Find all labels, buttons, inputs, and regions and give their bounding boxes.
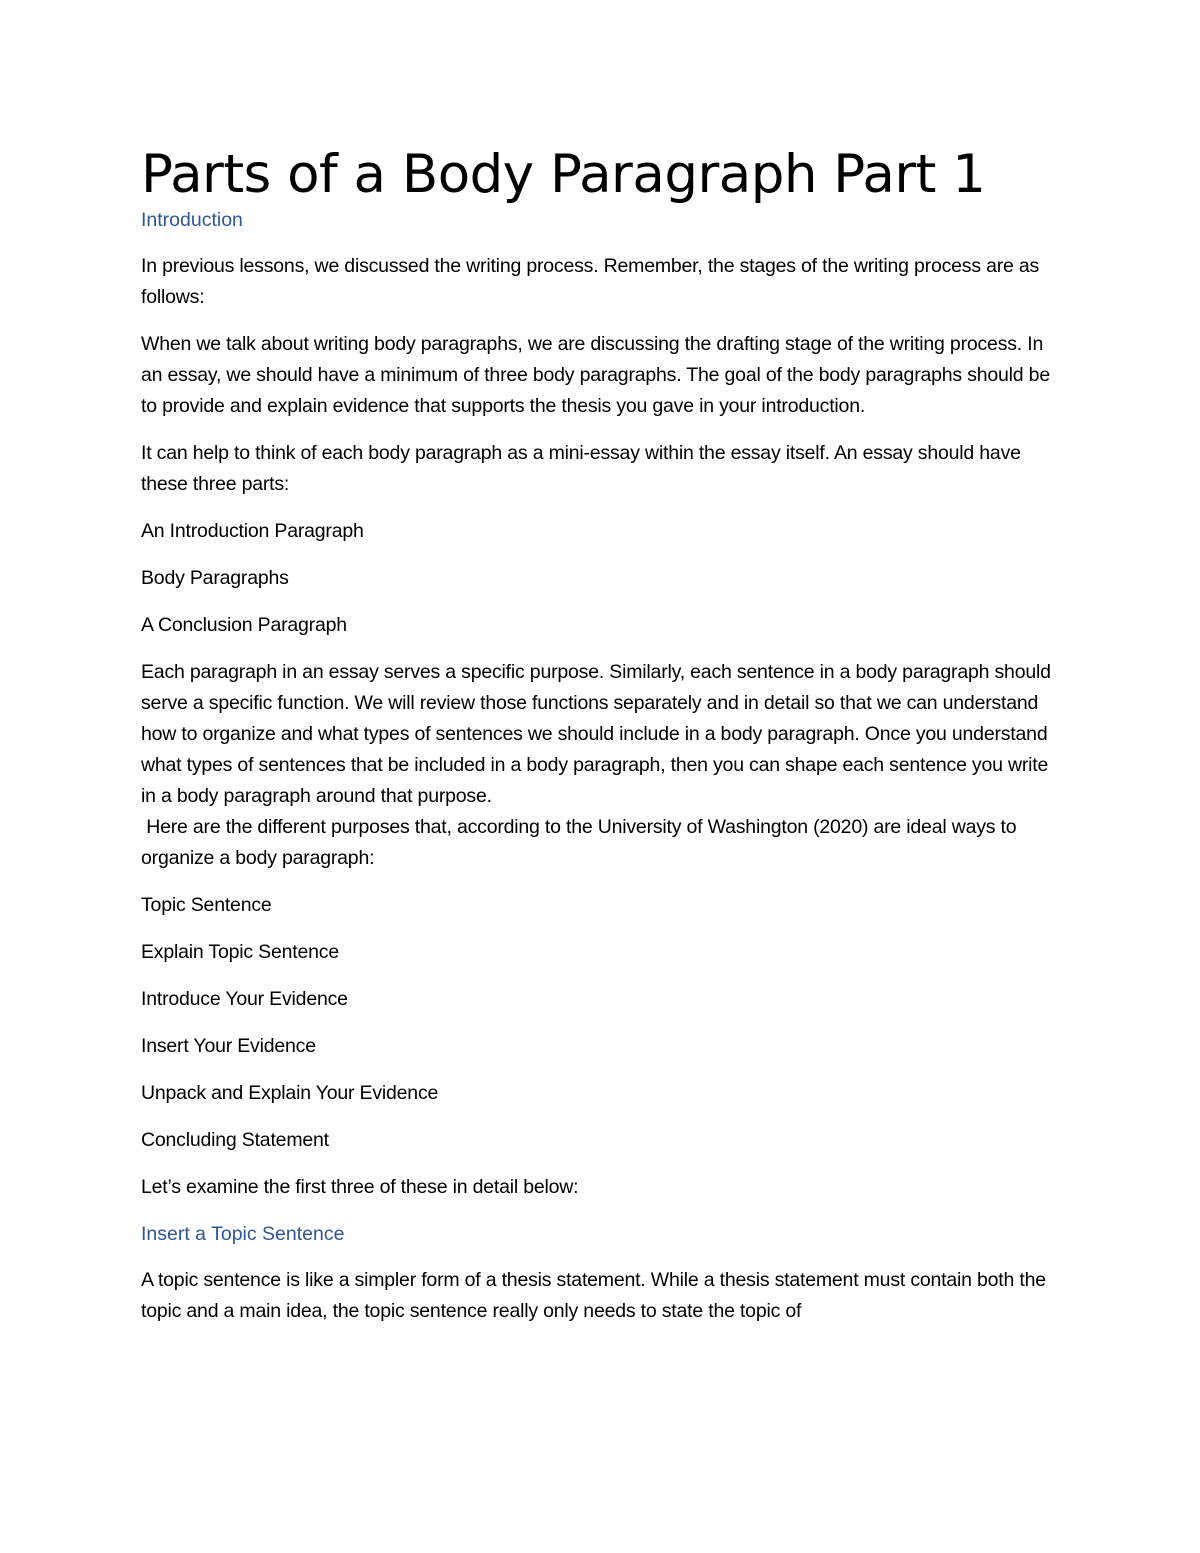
purpose-item: Introduce Your Evidence [141,988,348,1010]
purpose-item: Unpack and Explain Your Evidence [141,1082,439,1104]
drafting-stage-paragraph: When we talk about writing body paragraphs, we are discussing the drafting stage of the writing process. In an essay, we should have a minimum of three body paragraphs. The goal of the body paragraphs should be to provide and explain evidence that supports the thesis you gave in your introduction. [141,333,1050,417]
topic-sentence-paragraph: A topic sentence is like a simpler form of a thesis statement. While a thesis statement must contain both the topic and a main idea, the topic sentence really only needs to state the topic of [141,1269,1046,1322]
purpose-item: Concluding Statement [141,1129,329,1151]
examine-line: Let’s examine the first three of these in detail below: [141,1176,579,1198]
document-title: Parts of a Body Paragraph Part 1 [141,144,986,205]
university-washington-paragraph: Here are the different purposes that, according to the University of Washington (2020) are ideal ways to organize a body paragraph: [141,816,1022,869]
essay-part-item: An Introduction Paragraph [141,520,364,542]
writing-process-paragraph: In previous lessons, we discussed the writing process. Remember, the stages of the writing process are as follows: [141,255,1040,308]
introduction-heading: Introduction [141,209,243,231]
purpose-item: Explain Topic Sentence [141,941,339,963]
document-content [141,138,1066,1343]
essay-part-item: A Conclusion Paragraph [141,614,347,636]
purpose-item: Topic Sentence [141,894,272,916]
topic-sentence-heading: Insert a Topic Sentence [141,1223,345,1245]
mini-essay-paragraph: It can help to think of each body paragraph as a mini-essay within the essay itself. An essay should have these three parts: [141,442,1021,495]
specific-purpose-paragraph: Each paragraph in an essay serves a specific purpose. Similarly, each sentence in a body paragraph should serve a specific function. We will review those functions separately and in detail so that we can understand how to organize and what types of sentences we should include in a body paragraph. Once you understand what types of sentences that be included in a body paragraph, then you can shape each sentence you write in a body paragraph around that purpose. [141,661,1051,807]
essay-part-item: Body Paragraphs [141,567,289,589]
purpose-item: Insert Your Evidence [141,1035,316,1057]
